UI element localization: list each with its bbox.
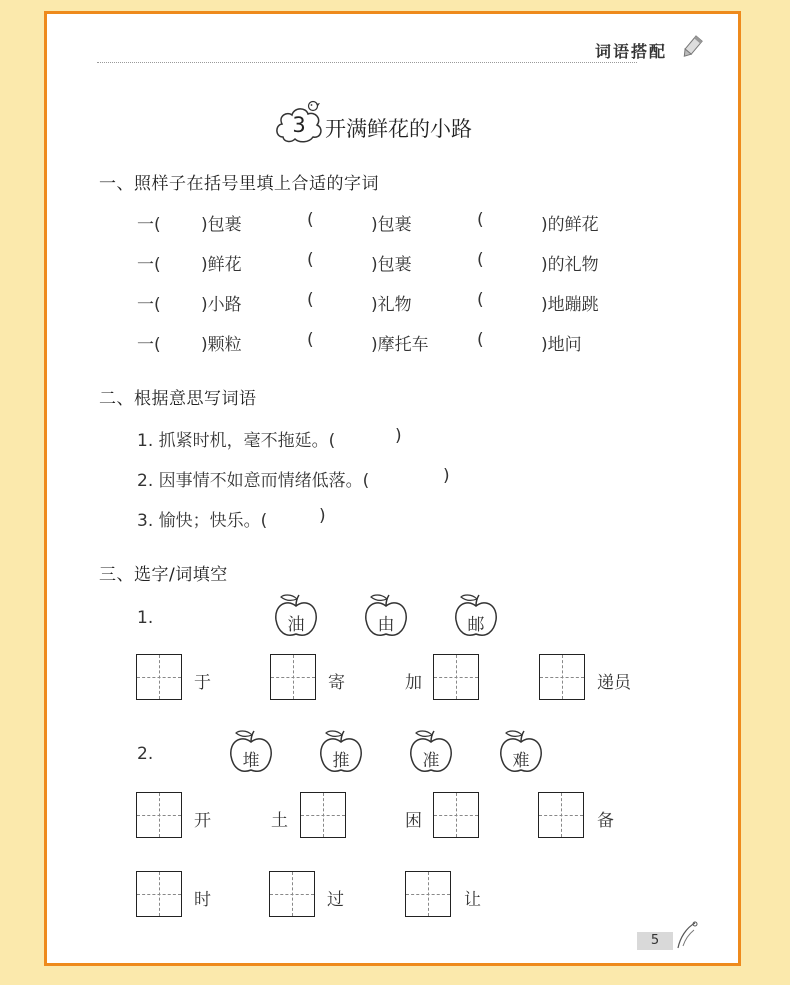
- question-2-number: 2.: [137, 744, 154, 764]
- lesson-title: 开满鲜花的小路: [325, 117, 472, 141]
- writing-grid-cell[interactable]: [136, 871, 182, 917]
- section-1-heading: 一、照样子在括号里填上合适的字词: [99, 174, 379, 194]
- fill-open: (: [307, 250, 314, 270]
- fill-text: )包裹: [371, 215, 412, 235]
- fill-label: 备: [597, 811, 614, 831]
- apple-choice-char: 油: [287, 615, 305, 635]
- apple-choice: [272, 592, 320, 640]
- writing-grid-cell[interactable]: [405, 871, 451, 917]
- header-divider: [97, 62, 637, 63]
- apple-choice-char: 由: [377, 615, 395, 635]
- question-1-number: 1.: [137, 608, 154, 628]
- apple-choice-char: 推: [332, 751, 350, 771]
- header-label: 词语搭配: [595, 42, 668, 61]
- definition-close-3: ): [319, 506, 326, 526]
- definition-close-1: ): [395, 426, 402, 446]
- definition-item-1: 1. 抓紧时机，毫不拖延。(: [137, 431, 336, 451]
- fill-text: )的鲜花: [541, 215, 599, 235]
- writing-grid-cell[interactable]: [136, 792, 182, 838]
- apple-choice-char: 难: [512, 751, 530, 771]
- fill-label: 寄: [328, 673, 345, 693]
- writing-grid-cell[interactable]: [539, 654, 585, 700]
- fill-open: (: [307, 210, 314, 230]
- apple-choice-char: 准: [422, 751, 440, 771]
- page-number: 5: [637, 932, 673, 950]
- fill-label: 过: [327, 890, 344, 910]
- definition-close-2: ): [443, 466, 450, 486]
- fill-text: )摩托车: [371, 335, 429, 355]
- definition-item-3: 3. 愉快；快乐。(: [137, 511, 268, 531]
- fill-text: )礼物: [371, 295, 412, 315]
- lesson-number: 3: [292, 113, 306, 137]
- fill-text: )鲜花: [201, 255, 242, 275]
- fill-label: 困: [405, 811, 422, 831]
- fill-open: 一(: [137, 215, 161, 235]
- fill-open: (: [307, 290, 314, 310]
- fill-open: (: [477, 290, 484, 310]
- fill-label: 时: [194, 890, 211, 910]
- apple-choice: [362, 592, 410, 640]
- definition-item-2: 2. 因事情不如意而情绪低落。(: [137, 471, 370, 491]
- fill-label: 开: [194, 811, 211, 831]
- writing-grid-cell[interactable]: [269, 871, 315, 917]
- apple-choice: [407, 728, 455, 776]
- pencil-icon: [679, 34, 705, 60]
- apple-choice-char: 堆: [242, 751, 260, 771]
- fill-text: )地问: [541, 335, 582, 355]
- fill-label: 加: [405, 673, 422, 693]
- apple-choice: [317, 728, 365, 776]
- section-2-heading: 二、根据意思写词语: [99, 389, 257, 409]
- apple-choice: [497, 728, 545, 776]
- apple-choice: [452, 592, 500, 640]
- writing-grid-cell[interactable]: [538, 792, 584, 838]
- fill-open: (: [477, 210, 484, 230]
- quill-icon: [675, 920, 699, 950]
- section-3-heading: 三、选字/词填空: [99, 565, 228, 585]
- fill-open: (: [477, 330, 484, 350]
- apple-choice-char: 邮: [467, 615, 485, 635]
- fill-open: 一(: [137, 295, 161, 315]
- fill-text: )地蹦跳: [541, 295, 599, 315]
- writing-grid-cell[interactable]: [433, 792, 479, 838]
- fill-open: 一(: [137, 255, 161, 275]
- fill-label: 土: [271, 811, 288, 831]
- writing-grid-cell[interactable]: [136, 654, 182, 700]
- fill-text: )的礼物: [541, 255, 599, 275]
- writing-grid-cell[interactable]: [433, 654, 479, 700]
- fill-text: )小路: [201, 295, 242, 315]
- fill-open: (: [307, 330, 314, 350]
- apple-choice: [227, 728, 275, 776]
- fill-label: 递员: [597, 673, 631, 693]
- worksheet-page: [44, 11, 741, 966]
- fill-text: )包裹: [201, 215, 242, 235]
- fill-open: (: [477, 250, 484, 270]
- fill-text: )颗粒: [201, 335, 242, 355]
- fill-text: )包裹: [371, 255, 412, 275]
- fill-label: 让: [464, 890, 481, 910]
- writing-grid-cell[interactable]: [300, 792, 346, 838]
- fill-label: 于: [194, 673, 211, 693]
- fill-open: 一(: [137, 335, 161, 355]
- writing-grid-cell[interactable]: [270, 654, 316, 700]
